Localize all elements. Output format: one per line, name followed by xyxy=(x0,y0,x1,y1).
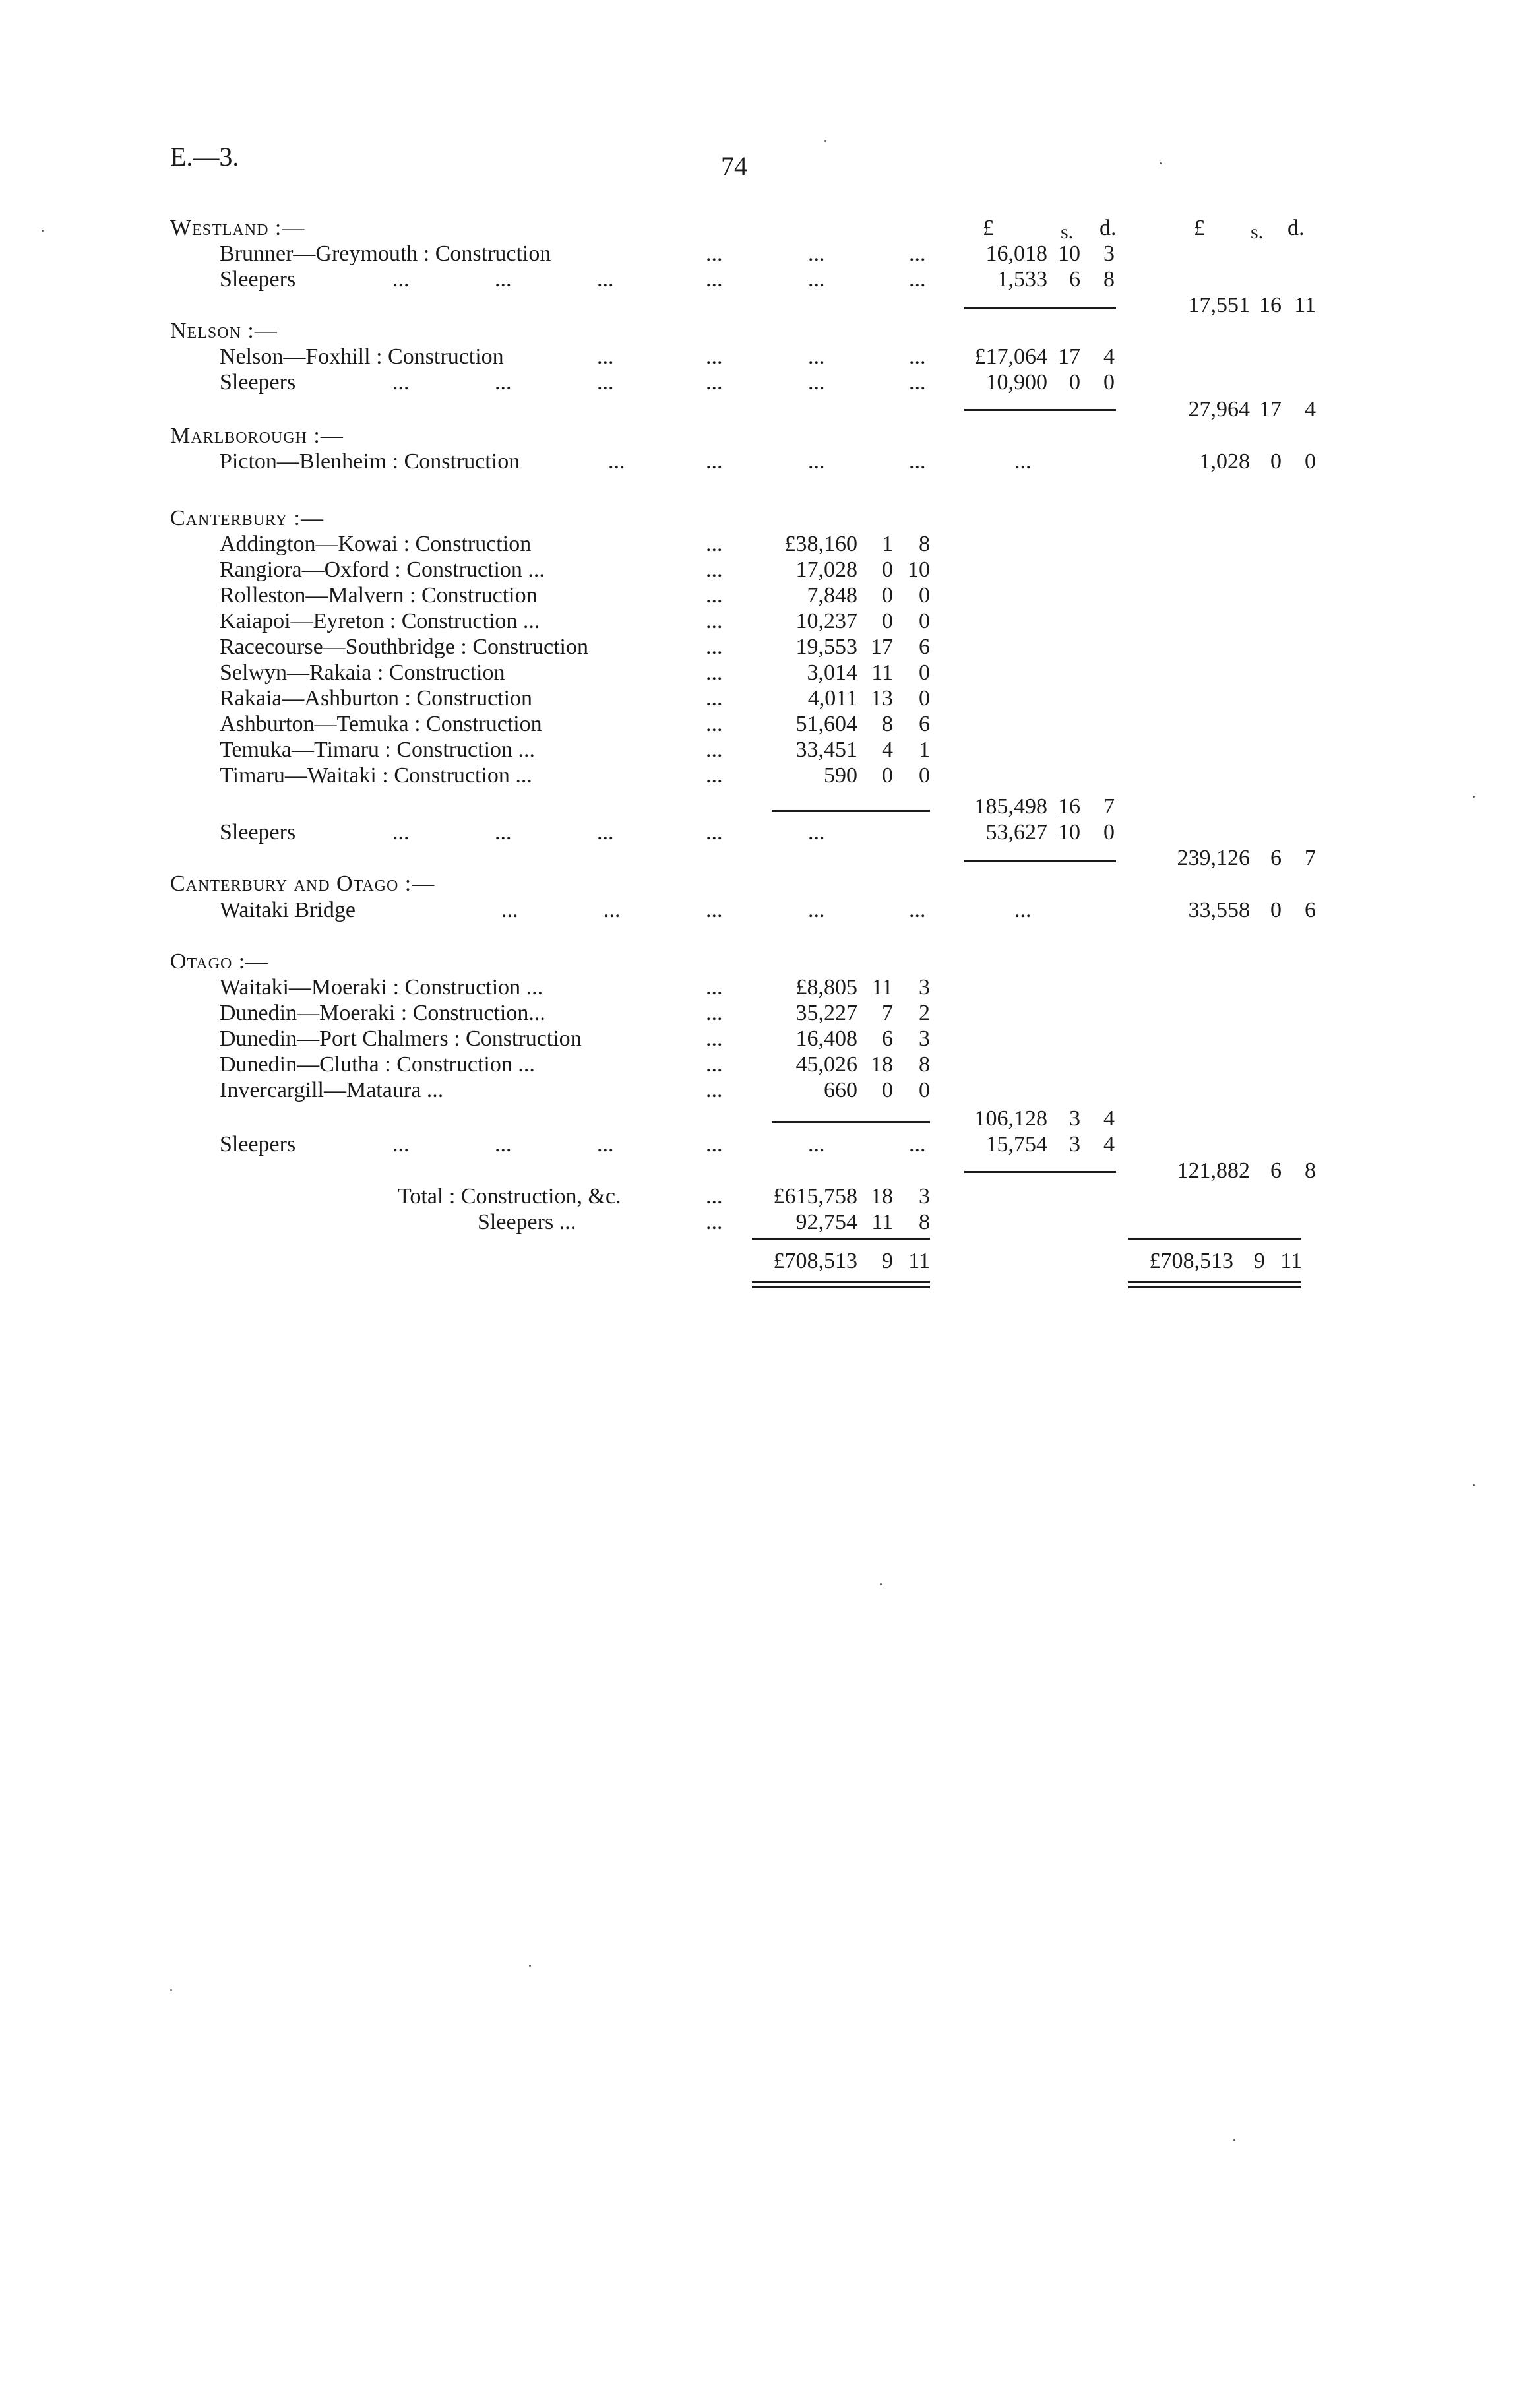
leader-dots: ... xyxy=(706,449,723,474)
grand-total-rule xyxy=(752,1238,930,1240)
line-item-pence: 8 xyxy=(919,1052,930,1077)
nelson-row-label: Nelson—Foxhill : Construction xyxy=(220,344,504,369)
grand-total-pence: 11 xyxy=(1280,1249,1302,1273)
amount-shillings: 3 xyxy=(1069,1106,1080,1131)
grand-total-shillings: 9 xyxy=(1254,1249,1265,1273)
line-item-label: Rangiora—Oxford : Construction ... xyxy=(220,557,545,582)
section-total-shillings: 16 xyxy=(1259,293,1282,317)
line-item-shillings: 7 xyxy=(882,1001,893,1025)
grand-total-double-rule xyxy=(752,1281,930,1288)
amount-pounds: 106,128 xyxy=(974,1106,1047,1131)
line-item-label: Timaru—Waitaki : Construction ... xyxy=(220,763,532,788)
leader-dots: ... xyxy=(808,820,825,844)
line-item-pence: 0 xyxy=(919,686,930,711)
col3-pound-header: £ xyxy=(983,216,994,240)
line-item-pence: 3 xyxy=(919,975,930,999)
amount-pence: 8 xyxy=(919,1210,930,1234)
col4-shilling-header: s. xyxy=(1251,221,1264,243)
leader-dots: ... xyxy=(808,241,825,266)
leader-dots: ... xyxy=(909,370,926,395)
line-item-label: Dunedin—Port Chalmers : Construction xyxy=(220,1027,582,1051)
line-item-shillings: 18 xyxy=(871,1052,893,1077)
amount-shillings: 3 xyxy=(1069,1132,1080,1156)
amount-pence: 4 xyxy=(1103,1132,1115,1156)
amount-shillings: 11 xyxy=(871,1210,893,1234)
leader-dots: ... xyxy=(706,635,723,659)
leader-dots: ... xyxy=(706,712,723,736)
total-sleepers-label: Sleepers ... xyxy=(478,1210,576,1234)
line-item-pounds: 16,408 xyxy=(795,1027,857,1051)
line-item-pence: 8 xyxy=(919,532,930,556)
marlborough-row-label: Picton—Blenheim : Construction xyxy=(220,449,520,474)
section-total-shillings: 0 xyxy=(1270,898,1282,922)
leader-dots: ... xyxy=(392,820,410,844)
leader-dots: ... xyxy=(706,1027,723,1051)
grand-total-rule xyxy=(1128,1238,1301,1240)
line-item-pounds: 35,227 xyxy=(795,1001,857,1025)
line-item-pence: 2 xyxy=(919,1001,930,1025)
leader-dots: ... xyxy=(909,344,926,369)
westland-row-label: Brunner—Greymouth : Construction xyxy=(220,241,551,266)
leader-dots: ... xyxy=(706,975,723,999)
leader-dots: ... xyxy=(706,1078,723,1102)
line-item-shillings: 8 xyxy=(882,712,893,736)
subtotal-rule xyxy=(772,1121,930,1123)
section-total-pence: 0 xyxy=(1305,449,1316,474)
amount-pounds: £17,064 xyxy=(974,344,1047,369)
leader-dots: ... xyxy=(597,344,614,369)
line-item-pounds: 10,237 xyxy=(795,609,857,633)
grand-total-pounds: £708,513 xyxy=(1149,1249,1233,1273)
leader-dots: ... xyxy=(706,820,723,844)
line-item-pounds: £8,805 xyxy=(795,975,857,999)
line-item-shillings: 11 xyxy=(871,975,893,999)
scan-speck xyxy=(170,1989,172,1991)
line-item-pounds: 45,026 xyxy=(795,1052,857,1077)
line-item-shillings: 17 xyxy=(871,635,893,659)
line-item-pounds: 660 xyxy=(824,1078,857,1102)
amount-pounds: 15,754 xyxy=(985,1132,1047,1156)
amount-pence: 3 xyxy=(919,1184,930,1209)
leader-dots: ... xyxy=(597,820,614,844)
amount-shillings: 17 xyxy=(1058,344,1080,369)
amount-pounds: 10,900 xyxy=(985,370,1047,395)
leader-dots: ... xyxy=(392,1132,410,1156)
grand-total-shillings: 9 xyxy=(882,1249,893,1273)
line-item-pounds: £38,160 xyxy=(784,532,857,556)
section-total-pounds: 33,558 xyxy=(1188,898,1250,922)
leader-dots: ... xyxy=(706,763,723,788)
leader-dots: ... xyxy=(808,267,825,292)
line-item-pence: 0 xyxy=(919,763,930,788)
line-item-pence: 0 xyxy=(919,660,930,685)
amount-pence: 8 xyxy=(1103,267,1115,292)
total-construction-label: Total : Construction, &c. xyxy=(398,1184,621,1209)
leader-dots: ... xyxy=(706,898,723,922)
line-item-pounds: 33,451 xyxy=(795,738,857,762)
waitaki-bridge-label: Waitaki Bridge xyxy=(220,898,356,922)
line-item-pence: 6 xyxy=(919,712,930,736)
line-item-pence: 6 xyxy=(919,635,930,659)
amount-shillings: 16 xyxy=(1058,794,1080,819)
leader-dots: ... xyxy=(597,267,614,292)
scan-speck xyxy=(529,1965,531,1967)
leader-dots: ... xyxy=(808,449,825,474)
page-number: 74 xyxy=(721,151,747,181)
line-item-label: Rakaia—Ashburton : Construction xyxy=(220,686,533,711)
leader-dots: ... xyxy=(495,370,512,395)
leader-dots: ... xyxy=(392,267,410,292)
section-total-pence: 8 xyxy=(1305,1158,1316,1183)
leader-dots: ... xyxy=(604,898,621,922)
line-item-label: Racecourse—Southbridge : Construction xyxy=(220,635,589,659)
line-item-label: Ashburton—Temuka : Construction xyxy=(220,712,542,736)
scan-speck xyxy=(1473,796,1475,798)
leader-dots: ... xyxy=(706,1052,723,1077)
amount-shillings: 6 xyxy=(1069,267,1080,292)
amount-pounds: 53,627 xyxy=(985,820,1047,844)
amount-pence: 3 xyxy=(1103,241,1115,266)
section-total-shillings: 6 xyxy=(1270,1158,1282,1183)
leader-dots: ... xyxy=(706,532,723,556)
line-item-label: Waitaki—Moeraki : Construction ... xyxy=(220,975,543,999)
section-title-otago: Otago :— xyxy=(170,949,269,974)
line-item-label: Kaiapoi—Eyreton : Construction ... xyxy=(220,609,540,633)
leader-dots: ... xyxy=(706,370,723,395)
line-item-label: Selwyn—Rakaia : Construction xyxy=(220,660,505,685)
subtotal-rule xyxy=(964,1171,1116,1173)
amount-shillings: 10 xyxy=(1058,241,1080,266)
scan-speck xyxy=(42,230,44,232)
line-item-pence: 10 xyxy=(908,557,930,582)
leader-dots: ... xyxy=(706,1184,723,1209)
scan-speck xyxy=(880,1583,882,1585)
line-item-pence: 3 xyxy=(919,1027,930,1051)
leader-dots: ... xyxy=(597,370,614,395)
section-title-canterbury-otago: Canterbury and Otago :— xyxy=(170,871,435,896)
leader-dots: ... xyxy=(909,449,926,474)
line-item-label: Invercargill—Mataura ... xyxy=(220,1078,444,1102)
section-title-marlborough: Marlborough :— xyxy=(170,424,344,448)
scan-speck xyxy=(1473,1484,1475,1486)
leader-dots: ... xyxy=(495,267,512,292)
leader-dots: ... xyxy=(909,241,926,266)
section-title-nelson: Nelson :— xyxy=(170,319,278,343)
westland-sleepers-label: Sleepers xyxy=(220,267,296,292)
line-item-pounds: 19,553 xyxy=(795,635,857,659)
grand-total-pence: 11 xyxy=(908,1249,930,1273)
leader-dots: ... xyxy=(706,583,723,608)
leader-dots: ... xyxy=(706,557,723,582)
line-item-shillings: 0 xyxy=(882,1078,893,1102)
scan-speck xyxy=(1233,2139,1235,2141)
leader-dots: ... xyxy=(808,1132,825,1156)
section-total-pounds: 1,028 xyxy=(1199,449,1250,474)
leader-dots: ... xyxy=(495,820,512,844)
leader-dots: ... xyxy=(706,1132,723,1156)
leader-dots: ... xyxy=(495,1132,512,1156)
line-item-label: Dunedin—Clutha : Construction ... xyxy=(220,1052,535,1077)
line-item-label: Addington—Kowai : Construction xyxy=(220,532,532,556)
leader-dots: ... xyxy=(706,609,723,633)
section-total-shillings: 0 xyxy=(1270,449,1282,474)
amount-shillings: 18 xyxy=(871,1184,893,1209)
section-title-westland: Westland :— xyxy=(170,216,305,240)
leader-dots: ... xyxy=(706,738,723,762)
amount-pence: 0 xyxy=(1103,820,1115,844)
nelson-sleepers-label: Sleepers xyxy=(220,370,296,395)
amount-pounds: 92,754 xyxy=(795,1210,857,1234)
line-item-shillings: 13 xyxy=(871,686,893,711)
leader-dots: ... xyxy=(706,1210,723,1234)
line-item-pence: 1 xyxy=(919,738,930,762)
line-item-shillings: 6 xyxy=(882,1027,893,1051)
subtotal-rule xyxy=(964,860,1116,862)
leader-dots: ... xyxy=(706,267,723,292)
otago-sleepers-label: Sleepers xyxy=(220,1132,296,1156)
section-total-pence: 4 xyxy=(1305,397,1316,422)
section-total-shillings: 17 xyxy=(1259,397,1282,422)
section-title-canterbury: Canterbury :— xyxy=(170,506,324,530)
line-item-shillings: 4 xyxy=(882,738,893,762)
leader-dots: ... xyxy=(706,344,723,369)
line-item-label: Temuka—Timaru : Construction ... xyxy=(220,738,536,762)
leader-dots: ... xyxy=(808,370,825,395)
amount-pence: 7 xyxy=(1103,794,1115,819)
amount-pence: 4 xyxy=(1103,1106,1115,1131)
leader-dots: ... xyxy=(1014,898,1032,922)
leader-dots: ... xyxy=(706,241,723,266)
line-item-pence: 0 xyxy=(919,609,930,633)
amount-pounds: £615,758 xyxy=(773,1184,857,1209)
line-item-shillings: 0 xyxy=(882,763,893,788)
line-item-shillings: 0 xyxy=(882,557,893,582)
leader-dots: ... xyxy=(501,898,518,922)
line-item-shillings: 11 xyxy=(871,660,893,685)
line-item-shillings: 0 xyxy=(882,609,893,633)
canterbury-sleepers-label: Sleepers xyxy=(220,820,296,844)
subtotal-rule xyxy=(964,307,1116,309)
grand-total-pounds: £708,513 xyxy=(773,1249,857,1273)
section-total-pounds: 27,964 xyxy=(1188,397,1250,422)
leader-dots: ... xyxy=(808,898,825,922)
amount-pounds: 185,498 xyxy=(974,794,1047,819)
line-item-pounds: 17,028 xyxy=(795,557,857,582)
leader-dots: ... xyxy=(909,898,926,922)
section-total-shillings: 6 xyxy=(1270,846,1282,870)
section-total-pence: 7 xyxy=(1305,846,1316,870)
section-total-pounds: 17,551 xyxy=(1188,293,1250,317)
col3-pence-header: d. xyxy=(1100,216,1117,240)
line-item-pence: 0 xyxy=(919,1078,930,1102)
line-item-label: Dunedin—Moeraki : Construction... xyxy=(220,1001,545,1025)
grand-total-double-rule xyxy=(1128,1281,1301,1288)
leader-dots: ... xyxy=(597,1132,614,1156)
scan-speck xyxy=(1160,162,1162,164)
line-item-pounds: 7,848 xyxy=(807,583,857,608)
leader-dots: ... xyxy=(909,1132,926,1156)
amount-pence: 4 xyxy=(1103,344,1115,369)
section-total-pounds: 239,126 xyxy=(1177,846,1250,870)
leader-dots: ... xyxy=(706,1001,723,1025)
col3-shilling-header: s. xyxy=(1061,221,1074,243)
leader-dots: ... xyxy=(1014,449,1032,474)
report-reference: E.—3. xyxy=(170,142,239,172)
amount-shillings: 0 xyxy=(1069,370,1080,395)
amount-shillings: 10 xyxy=(1058,820,1080,844)
line-item-label: Rolleston—Malvern : Construction xyxy=(220,583,538,608)
line-item-pounds: 4,011 xyxy=(807,686,857,711)
amount-pounds: 1,533 xyxy=(997,267,1047,292)
line-item-pounds: 51,604 xyxy=(795,712,857,736)
line-item-pounds: 3,014 xyxy=(807,660,857,685)
leader-dots: ... xyxy=(706,686,723,711)
scan-speck xyxy=(824,140,826,142)
leader-dots: ... xyxy=(909,267,926,292)
section-total-pence: 6 xyxy=(1305,898,1316,922)
amount-pence: 0 xyxy=(1103,370,1115,395)
subtotal-rule xyxy=(772,810,930,812)
section-total-pounds: 121,882 xyxy=(1177,1158,1250,1183)
col4-pence-header: d. xyxy=(1287,216,1305,240)
line-item-shillings: 1 xyxy=(882,532,893,556)
leader-dots: ... xyxy=(808,344,825,369)
subtotal-rule xyxy=(964,409,1116,411)
leader-dots: ... xyxy=(706,660,723,685)
leader-dots: ... xyxy=(392,370,410,395)
line-item-shillings: 0 xyxy=(882,583,893,608)
section-total-pence: 11 xyxy=(1294,293,1316,317)
amount-pounds: 16,018 xyxy=(985,241,1047,266)
line-item-pence: 0 xyxy=(919,583,930,608)
col4-pound-header: £ xyxy=(1194,216,1205,240)
leader-dots: ... xyxy=(608,449,625,474)
line-item-pounds: 590 xyxy=(824,763,857,788)
